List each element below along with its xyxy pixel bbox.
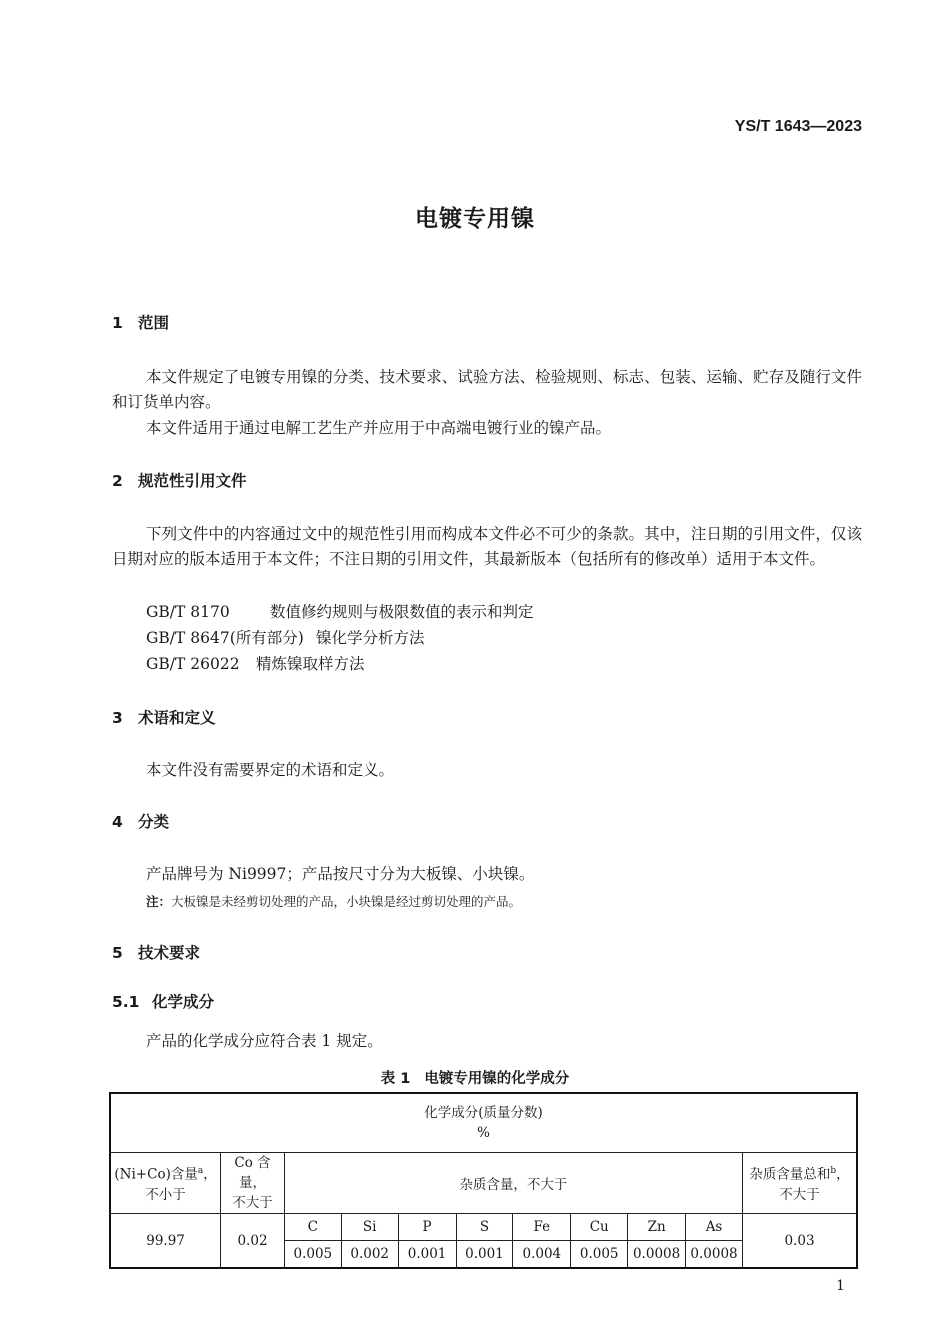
- table-caption: [0, 1067, 950, 1088]
- nico-header-cell: [110, 1153, 221, 1214]
- section-number: 1: [112, 314, 123, 332]
- element-cell: C: [284, 1214, 341, 1241]
- section-number: 4: [112, 813, 123, 831]
- table-header-cell: [110, 1093, 857, 1153]
- table-header-unit: %: [477, 1125, 490, 1141]
- reference-name: 数值修约规则与极限数值的表示和判定: [270, 603, 534, 621]
- section-title: 技术要求: [138, 944, 201, 962]
- section-5-1-paragraph-1: 产品的化学成分应符合表 1 规定。: [146, 1032, 383, 1050]
- section-1-paragraph-2: 本文件适用于通过电解工艺生产并应用于中高端电镀行业的镍产品。: [146, 419, 612, 437]
- chemical-composition-table: [109, 1092, 858, 1269]
- reference-item: [146, 652, 365, 674]
- nico-header-line-2: 不小于: [145, 1186, 186, 1203]
- document-number: YS/T 1643—2023: [734, 118, 862, 135]
- section-5-heading: [112, 941, 200, 963]
- element-cell: As: [686, 1214, 743, 1241]
- impurity-header-cell: 杂质含量，不大于: [284, 1153, 742, 1214]
- impurity-value-cell: 0.0008: [628, 1241, 686, 1269]
- impurity-value-cell: 0.001: [398, 1241, 456, 1269]
- impurity-value-cell: 0.0008: [686, 1241, 743, 1269]
- section-2-heading: [112, 469, 247, 491]
- reference-code: GB/T 8170: [146, 603, 230, 621]
- section-1-heading: [112, 311, 169, 333]
- section-1-paragraph-1: 本文件规定了电镀专用镍的分类、技术要求、试验方法、检验规则、标志、包装、运输、贮存及随行文件和订货单内容。: [112, 368, 862, 411]
- co-header-line-2: 不大于: [232, 1195, 273, 1211]
- section-2-paragraph-1: 下列文件中的内容通过文中的规范性引用而构成本文件必不可少的条款。其中，注日期的引用文件，仅该日期对应的版本适用于本文件；不注日期的引用文件，其最新版本（包括所有的修改单）适用于本文件。: [112, 525, 862, 568]
- impurity-value-cell: 0.005: [284, 1241, 341, 1269]
- element-cell: P: [398, 1214, 456, 1241]
- element-cell: Fe: [513, 1214, 571, 1241]
- total-header-text: 杂质含量总和: [749, 1166, 831, 1183]
- nico-header-text: (Ni+Co)含量: [114, 1166, 198, 1183]
- total-header-line-2: 不大于: [779, 1186, 820, 1203]
- section-number: 2: [112, 472, 123, 490]
- reference-code: GB/T 8647(所有部分): [146, 629, 304, 647]
- reference-item: [146, 600, 534, 622]
- total-impurity-header-cell: [743, 1153, 858, 1214]
- section-3-paragraph-1: 本文件没有需要界定的术语和定义。: [146, 761, 395, 779]
- element-cell: S: [456, 1214, 513, 1241]
- element-cell: Zn: [628, 1214, 686, 1241]
- page-number: 1: [836, 1278, 845, 1294]
- note-label: 注：: [146, 894, 172, 909]
- reference-name: 镍化学分析方法: [316, 629, 425, 647]
- section-title: 术语和定义: [138, 709, 216, 727]
- footnote-a-marker: a: [197, 1166, 204, 1177]
- impurity-value-cell: 0.005: [571, 1241, 628, 1269]
- nico-value-cell: 99.97: [110, 1214, 221, 1269]
- section-title: 化学成分: [152, 993, 215, 1011]
- impurity-value-cell: 0.001: [456, 1241, 513, 1269]
- section-number: 3: [112, 709, 123, 727]
- co-header-line-1: Co 含量，: [234, 1155, 271, 1191]
- total-header-comma: ，: [836, 1166, 850, 1183]
- total-value-cell: 0.03: [743, 1214, 858, 1269]
- footnote-b-marker: b: [830, 1166, 837, 1177]
- section-title: 范围: [138, 314, 170, 332]
- section-4-paragraph-1: 产品牌号为 Ni9997；产品按尺寸分为大板镍、小块镍。: [146, 865, 535, 883]
- co-value-cell: 0.02: [221, 1214, 285, 1269]
- section-title: 分类: [138, 813, 170, 831]
- table-caption-title: 电镀专用镍的化学成分: [424, 1071, 570, 1087]
- section-number: 5.1: [112, 993, 140, 1011]
- co-header-cell: [221, 1153, 285, 1214]
- section-4-note: [146, 892, 521, 910]
- impurity-value-cell: 0.002: [341, 1241, 398, 1269]
- table-header-line-1: 化学成分(质量分数): [424, 1105, 543, 1121]
- section-4-heading: [112, 810, 169, 832]
- section-3-heading: [112, 706, 216, 728]
- reference-name: 精炼镍取样方法: [256, 655, 365, 673]
- section-5-1-heading: [112, 990, 214, 1012]
- section-title: 规范性引用文件: [138, 472, 247, 490]
- reference-code: GB/T 26022: [146, 655, 240, 673]
- nico-header-comma: ，: [203, 1166, 217, 1183]
- page-title: 电镀专用镍: [415, 206, 535, 232]
- element-cell: Cu: [571, 1214, 628, 1241]
- table-caption-number: 表 1: [380, 1071, 411, 1087]
- reference-item: [146, 626, 425, 648]
- element-cell: Si: [341, 1214, 398, 1241]
- note-text: 大板镍是未经剪切处理的产品，小块镍是经过剪切处理的产品。: [171, 894, 522, 909]
- section-number: 5: [112, 944, 123, 962]
- impurity-value-cell: 0.004: [513, 1241, 571, 1269]
